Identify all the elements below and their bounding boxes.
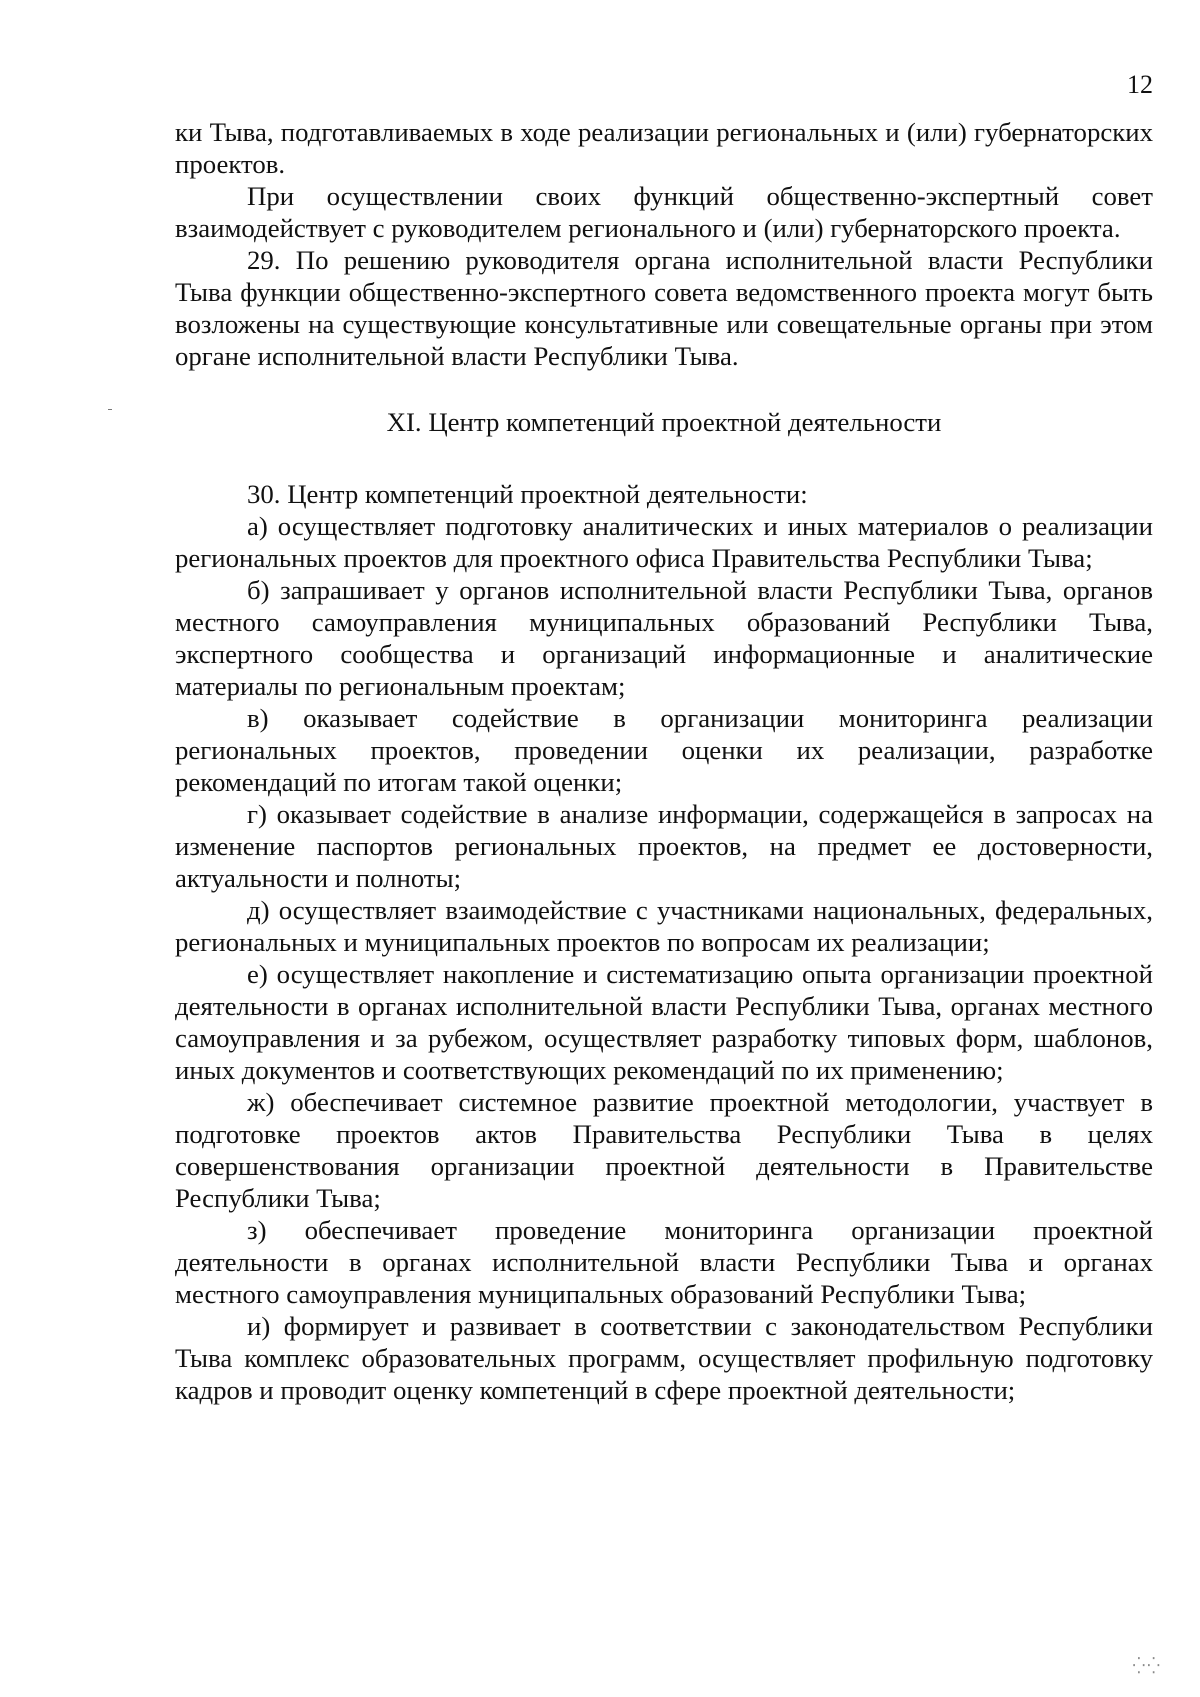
list-item-zh: ж) обеспечивает системное развитие проектной методологии, участвует в подготовке проектов актов Правительства Республики Тыва в целях совершенствования организации проектной деятельности в Правительстве Республики Тыва;: [175, 1087, 1153, 1213]
paragraph: При осуществлении своих функций общественно-экспертный совет взаимодействует с руководителем регионального и (или) губернаторского проекта.: [175, 181, 1153, 243]
list-item-i: и) формирует и развивает в соответствии с законодательством Республики Тыва комплекс образовательных программ, осуществляет профильную подготовку кадров и проводит оценку компетенций в сфере проектной деятельности;: [175, 1311, 1153, 1405]
list-item-a: а) осуществляет подготовку аналитических и иных материалов о реализации региональных проектов для проектного офиса Правительства Республики Тыва;: [175, 511, 1153, 573]
scan-artifact-mark: ⁛⁛: [1132, 1658, 1162, 1675]
margin-mark: [108, 409, 112, 410]
paragraph-item-30: 30. Центр компетенций проектной деятельности:: [247, 479, 808, 509]
paragraph-continuation: ки Тыва, подготавливаемых в ходе реализации региональных и (или) губернаторских проектов.: [175, 117, 1153, 179]
list-item-z: з) обеспечивает проведение мониторинга организации проектной деятельности в органах исполнительной власти Республики Тыва и органах местного самоуправления муниципальных образований Республики Тыва;: [175, 1215, 1153, 1309]
paragraph-item-29: 29. По решению руководителя органа исполнительной власти Республики Тыва функции общественно-экспертного совета ведомственного проекта могут быть возложены на существующие консультативные или совещательные органы при этом органе исполнительной власти Республики Тыва.: [175, 245, 1153, 371]
list-item-d: д) осуществляет взаимодействие с участниками национальных, федеральных, региональных и муниципальных проектов по вопросам их реализации;: [175, 895, 1153, 957]
list-item-b: б) запрашивает у органов исполнительной власти Республики Тыва, органов местного самоуправления муниципальных образований Республики Тыва, экспертного сообщества и организаций информационные и аналитические материалы по региональным проектам;: [175, 575, 1153, 701]
list-item-v: в) оказывает содействие в организации мониторинга реализации региональных проектов, проведении оценки их реализации, разработке рекомендаций по итогам такой оценки;: [175, 703, 1153, 797]
section-heading: XI. Центр компетенций проектной деятельности: [386, 407, 942, 437]
document-body: [175, 116, 1153, 1406]
page-number: 12: [1127, 70, 1153, 99]
list-item-g: г) оказывает содействие в анализе информации, содержащейся в запросах на изменение паспортов региональных проектов, на предмет ее достоверности, актуальности и полноты;: [175, 799, 1153, 893]
list-item-e: е) осуществляет накопление и систематизацию опыта организации проектной деятельности в органах исполнительной власти Республики Тыва, органах местного самоуправления и за рубежом, осуществляет разработку типовых форм, шаблонов, иных документов и соответствующих рекомендаций по их применению;: [175, 959, 1153, 1085]
